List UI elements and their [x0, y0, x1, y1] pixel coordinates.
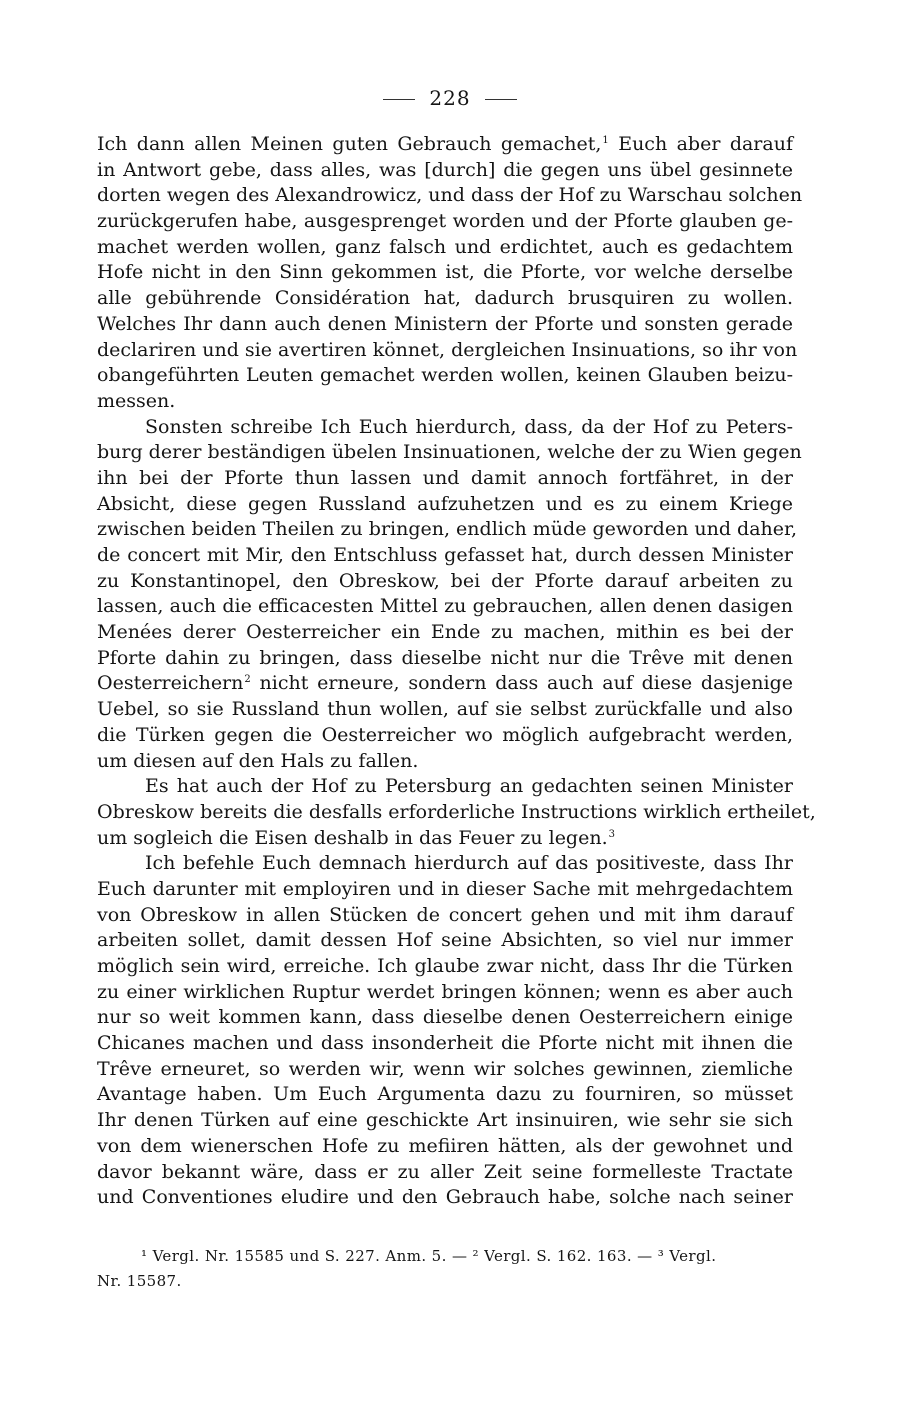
text-line-content: Absicht, diese gegen Russland aufzuhetzen und es zu einem Kriege — [97, 492, 793, 515]
footnote-marker: 3 — [608, 828, 615, 840]
text-line-content: alle gebührende Considération hat, dadurch brusquiren zu wollen. — [97, 287, 793, 310]
text-line-content: Pforte dahin zu bringen, dass dieselbe nicht nur die Trêve mit denen — [97, 646, 793, 669]
text-line-content: de concert mit Mir, den Entschluss gefasset hat, durch dessen Minister — [97, 544, 793, 566]
text-line-content: burg derer beständigen übelen Insinuationen, welche der zu Wien gegen — [97, 441, 802, 464]
text-line-content: um diesen auf den Hals zu fallen. — [97, 749, 419, 772]
text-line-continuation: Euch aber darauf — [608, 133, 793, 155]
text-line-content: ihn bei der Pforte thun lassen und damit annoch fortfähret, in der — [97, 466, 793, 489]
text-line-content: von Obreskow in allen Stücken de concert gehen und mit ihm darauf — [97, 903, 793, 926]
text-line-content: zu einer wirklichen Ruptur werdet bringen können; wenn es aber auch — [97, 980, 793, 1003]
text-line-content: machet werden wollen, ganz falsch und erdichtet, auch es gedachtem — [97, 235, 793, 258]
text-line — [97, 723, 793, 749]
text-line — [97, 415, 793, 441]
footnote-line: ¹ Vergl. Nr. 15585 und S. 227. Anm. 5. — ² Vergl. S. 162. 163. — ³ Vergl. — [141, 1247, 717, 1265]
text-line — [97, 594, 793, 620]
text-line-content: zu Konstantinopel, den Obreskow, bei der Pforte darauf arbeiten zu — [97, 569, 793, 592]
text-line — [97, 826, 793, 852]
text-line — [97, 903, 793, 929]
text-line — [97, 466, 793, 492]
text-line — [97, 877, 793, 903]
text-line-content: zwischen beiden Theilen zu bringen, endlich müde geworden und daher, — [97, 518, 798, 541]
text-line — [97, 132, 793, 158]
text-line — [97, 363, 793, 389]
text-line — [97, 1108, 793, 1134]
text-line-content: und Conventiones eludire und den Gebrauch habe, solche nach seiner — [97, 1186, 793, 1209]
text-line — [97, 389, 793, 415]
text-line — [97, 492, 793, 518]
text-line — [97, 517, 798, 543]
text-line — [97, 158, 793, 184]
text-line-content: Euch darunter mit employiren und in dieser Sache mit mehrgedachtem — [97, 877, 793, 900]
text-line — [97, 569, 793, 595]
text-line-content: Hofe nicht in den Sinn gekommen ist, die Pforte, vor welche derselbe — [97, 261, 793, 284]
text-line-content: um sogleich die Eisen deshalb in das Feuer zu legen. — [97, 826, 608, 849]
text-line-content: zurückgerufen habe, ausgesprenget worden und der Pforte glauben ge- — [97, 210, 793, 233]
text-line-content: Menées derer Oesterreicher ein Ende zu machen, mithin es bei der — [97, 621, 793, 644]
text-line-content: von dem wienerschen Hofe zu mefiiren hätten, als der gewohnet und — [97, 1134, 793, 1157]
text-line — [97, 286, 793, 312]
text-line-content: Es hat auch der Hof zu Petersburg an gedachten seinen Minister — [145, 775, 793, 798]
footnote-marker: 2 — [244, 674, 251, 686]
text-line — [97, 980, 793, 1006]
text-line — [97, 1082, 793, 1108]
page-header — [0, 86, 900, 110]
text-line — [97, 440, 802, 466]
text-line — [97, 235, 793, 261]
text-line-continuation: nicht erneure, sondern dass auch auf diese dasjenige — [250, 672, 793, 695]
text-line — [97, 697, 793, 723]
text-line-content: Uebel, so sie Russland thun wollen, auf sie selbst zurückfalle und also — [97, 698, 793, 721]
text-line — [97, 646, 793, 672]
text-line-content: Chicanes machen und dass insonderheit die Pforte nicht mit ihnen die — [97, 1032, 793, 1055]
text-line — [97, 774, 793, 800]
text-line — [97, 209, 793, 235]
footnotes — [97, 1244, 793, 1294]
text-line-content: Obreskow bereits die desfalls erforderliche Instructions wirklich ertheilet, — [97, 800, 816, 823]
text-line — [97, 312, 793, 338]
page-number: 228 — [429, 86, 471, 110]
text-line — [97, 851, 793, 877]
text-line — [97, 183, 803, 209]
text-line-content: obangeführten Leuten gemachet werden wollen, keinen Glauben beizu- — [97, 364, 793, 387]
text-line-content: Ich dann allen Meinen guten Gebrauch gemachet, — [97, 133, 602, 155]
text-line-content: Ich befehle Euch demnach hierdurch auf das positiveste, dass Ihr — [145, 852, 793, 875]
text-line — [97, 928, 793, 954]
header-dash-left — [383, 99, 415, 100]
text-line — [97, 749, 793, 775]
text-line — [97, 1057, 793, 1083]
text-line — [97, 260, 793, 286]
header-dash-right — [485, 99, 517, 100]
text-line — [97, 954, 793, 980]
text-line-content: declariren und sie avertiren könnet, dergleichen Insinuations, so ihr von — [97, 338, 798, 361]
text-line — [97, 338, 798, 364]
text-line — [97, 543, 793, 569]
text-line-content: die Türken gegen die Oesterreicher wo möglich aufgebracht werden, — [97, 723, 793, 746]
text-line-content: Avantage haben. Um Euch Argumenta dazu zu fourniren, so müsset — [97, 1083, 793, 1106]
text-line-content: möglich sein wird, erreiche. Ich glaube zwar nicht, dass Ihr die Türken — [97, 955, 793, 977]
text-line-content: arbeiten sollet, damit dessen Hof seine Absichten, so viel nur immer — [97, 929, 793, 952]
text-line — [97, 1160, 793, 1186]
text-line — [97, 1031, 793, 1057]
text-line-content: Sonsten schreibe Ich Euch hierdurch, dass, da der Hof zu Peters- — [145, 415, 793, 438]
text-line — [97, 1005, 793, 1031]
text-line — [97, 1185, 793, 1211]
text-line-content: Ihr denen Türken auf eine geschickte Art insinuiren, wie sehr sie sich — [97, 1109, 793, 1132]
text-line — [97, 620, 793, 646]
text-line-content: messen. — [97, 389, 176, 412]
text-line-content: Trêve erneuret, so werden wir, wenn wir solches gewinnen, ziemliche — [97, 1057, 793, 1080]
text-line-content: dorten wegen des Alexandrowicz, und dass der Hof zu Warschau solchen — [97, 184, 803, 207]
footnote-line: Nr. 15587. — [97, 1272, 182, 1290]
footnote-marker: 1 — [602, 135, 609, 146]
text-line-content: nur so weit kommen kann, dass dieselbe denen Oesterreichern einige — [97, 1006, 793, 1029]
text-line-content: Oesterreichern — [97, 672, 244, 695]
text-line-content: lassen, auch die efficacesten Mittel zu gebrauchen, allen denen dasigen — [97, 595, 793, 618]
body-text — [97, 132, 816, 1211]
text-line — [97, 1134, 793, 1160]
text-line — [97, 800, 816, 826]
text-line-content: Welches Ihr dann auch denen Ministern der Pforte und sonsten gerade — [97, 312, 793, 335]
text-line-content: davor bekannt wäre, dass er zu aller Zeit seine formelleste Tractate — [97, 1160, 793, 1183]
text-line-content: in Antwort gebe, dass alles, was [durch] die gegen uns übel gesinnete — [97, 158, 793, 181]
text-line — [97, 671, 793, 697]
